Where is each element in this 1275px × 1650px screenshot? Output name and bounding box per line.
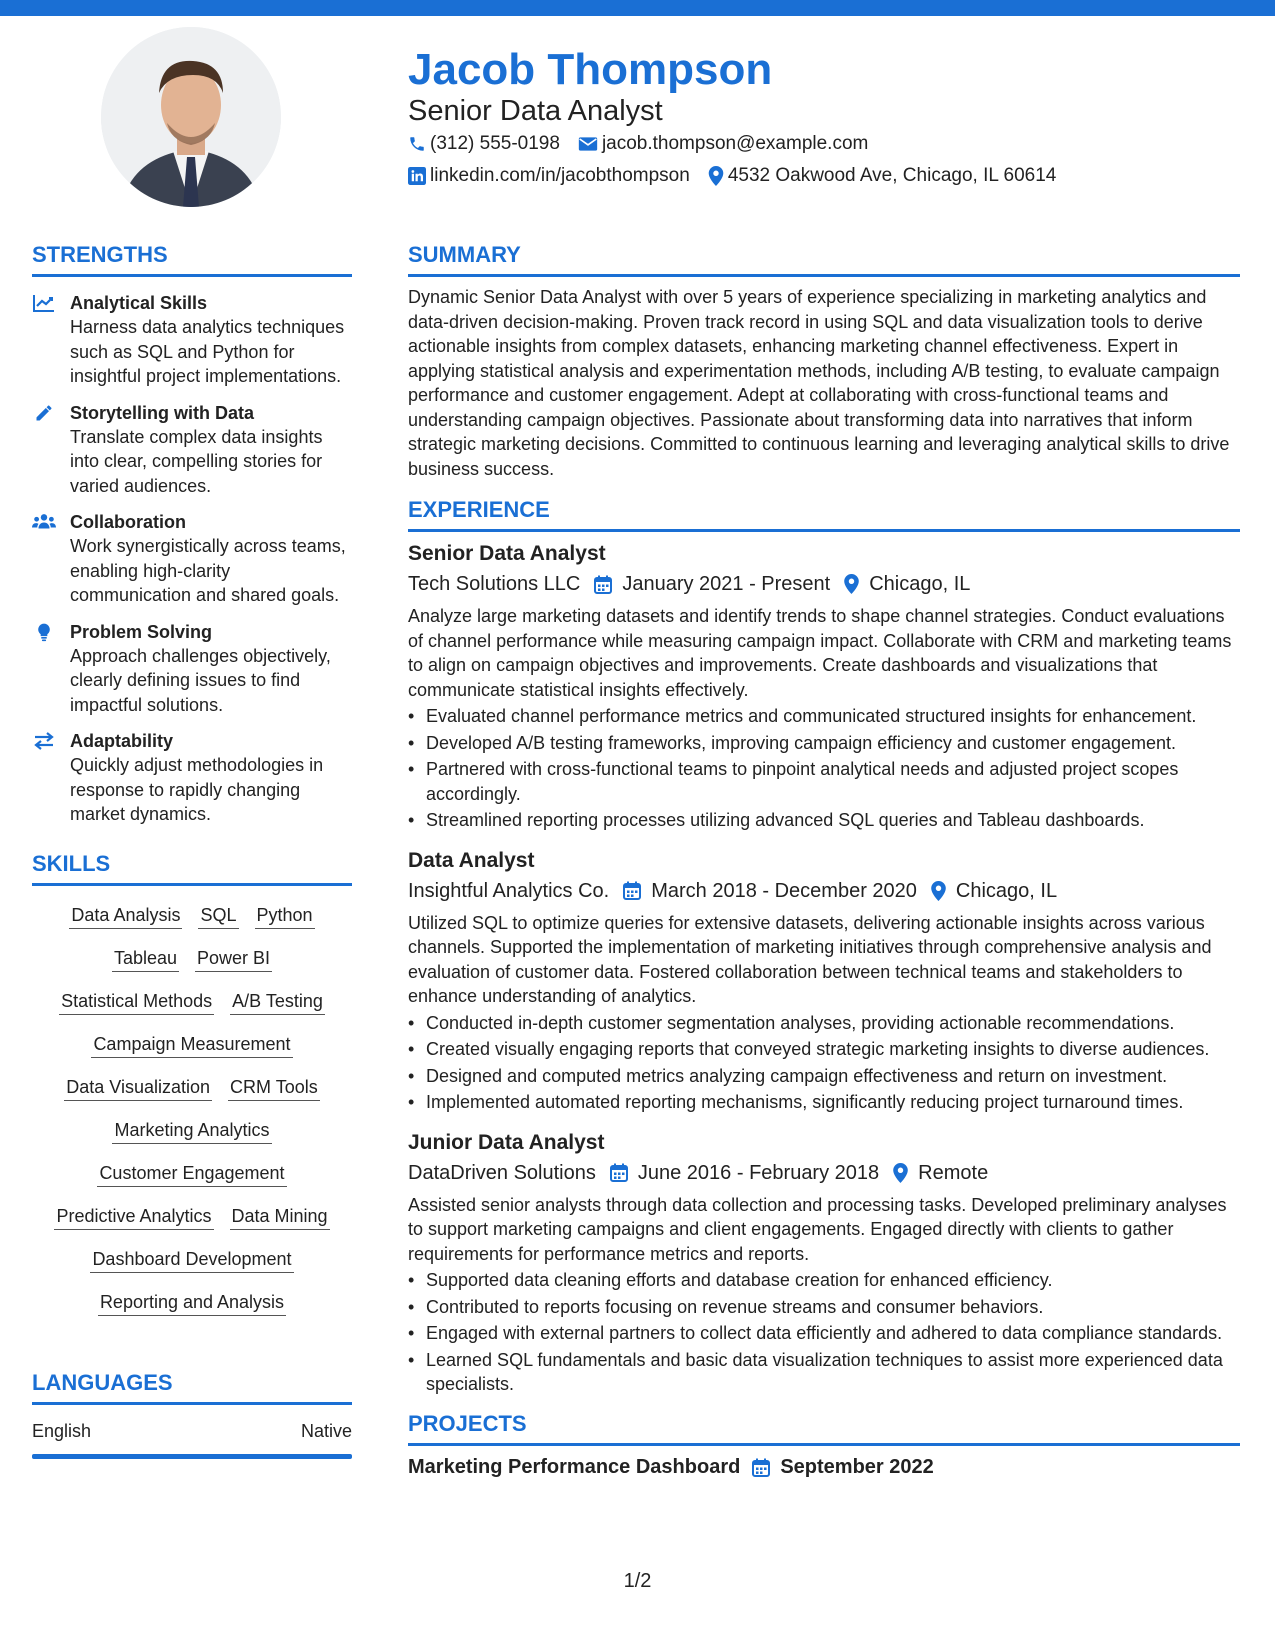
skill-row [32,904,352,929]
job-bullet: • Designed and computed metrics analyzing campaign effectiveness and return on investment. [408,1064,1240,1089]
summary-text: Dynamic Senior Data Analyst with over 5 years of experience specializing in marketing analytics and data-driven decision-making. Proven track record in using SQL and data visualization tools to derive actionable insights from complex datasets, enhancing marketing channel effectiveness. Expert in applying statistical analysis and experimentation methods, including A/B testing, to evaluate campaign performance and customer engagement. Adept at collaborating with cross-functional teams and understanding campaign objectives. Passionate about transforming data into narratives that inform strategic marketing decisions. Committed to continuous learning and leveraging analytical skills to drive business success. [408,287,1230,479]
section-divider [32,883,352,886]
job-location [844,570,970,598]
job-bullet: • Conducted in-depth customer segmentation analyses, providing actionable recommendations. [408,1011,1240,1036]
strength-item [32,729,352,827]
job-bullets [408,1011,1240,1115]
job-dates-text: June 2016 - February 2018 [637,1161,880,1184]
calendar-icon [594,575,612,594]
job-bullet: • Developed A/B testing frameworks, improving campaign efficiency and customer engagement. [408,731,1240,756]
job-entry [408,847,1240,1115]
skill-tag: Power BI [195,947,272,972]
summary-heading: SUMMARY [408,242,521,267]
job-title: Senior Data Analyst [408,542,606,565]
users-icon [32,512,56,532]
skill-tag: Statistical Methods [59,990,214,1015]
skill-row [32,1162,352,1187]
job-location-text: Chicago, IL [955,879,1058,902]
strength-title: Collaboration [70,512,186,532]
page-number: 1/2 [623,1570,652,1592]
job-title: Data Analyst [408,848,535,872]
section-divider [408,529,1240,532]
candidate-title: Senior Data Analyst [408,95,663,127]
job-dates [610,1159,879,1187]
phone-contact [408,133,560,155]
linkedin-text[interactable]: linkedin.com/in/jacobthompson [430,165,690,186]
linkedin-icon [408,167,426,185]
skill-row [32,947,352,972]
job-company: Insightful Analytics Co. [408,879,610,902]
swap-arrows-icon [32,731,56,751]
job-location [931,877,1057,905]
strength-item [32,291,352,389]
section-divider [32,1402,352,1405]
skill-row [32,990,352,1015]
strength-desc: Harness data analytics techniques such as SQL and Python for insightful project implementations. [70,317,345,386]
experience-heading: EXPERIENCE [408,497,550,522]
section-divider [408,274,1240,277]
project-title: Marketing Performance Dashboard [408,1455,741,1478]
skill-row [32,1248,352,1273]
job-bullet: • Streamlined reporting processes utilizing advanced SQL queries and Tableau dashboards. [408,808,1240,833]
job-meta [408,1159,1240,1187]
skill-tag: Tableau [112,947,179,972]
strength-desc: Quickly adjust methodologies in response to rapidly changing market dynamics. [70,755,324,824]
job-entry [408,540,1240,833]
job-title: Junior Data Analyst [408,1130,605,1154]
skill-tag: Predictive Analytics [54,1205,213,1230]
job-dates [623,877,917,905]
job-meta [408,877,1240,905]
experience-list [408,540,1240,1397]
strength-title: Adaptability [70,731,174,751]
contact-row-1 [408,133,886,155]
strength-desc: Approach challenges objectively, clearly defining issues to find impactful solutions. [70,645,331,715]
projects-heading: PROJECTS [408,1410,527,1436]
job-company: Tech Solutions LLC [408,573,581,595]
job-dates-text: January 2021 - Present [622,573,831,595]
strength-title: Storytelling with Data [70,402,255,423]
job-bullet: • Supported data cleaning efforts and database creation for enhanced efficiency. [408,1268,1240,1293]
job-company: DataDriven Solutions [408,1161,596,1184]
strength-title: Analytical Skills [70,293,208,313]
job-entry [408,1129,1240,1397]
pencil-icon [32,403,56,423]
job-location-text: Remote [918,1161,989,1184]
skill-tag: Data Visualization [64,1076,212,1101]
skill-tag: Dashboard Development [90,1248,293,1273]
job-bullets [408,1268,1240,1397]
language-name: English [32,1420,92,1441]
project-date: September 2022 [780,1455,934,1478]
address-contact [708,165,1057,187]
map-pin-icon [931,881,946,901]
left-column [32,240,352,1459]
envelope-icon [578,136,598,152]
job-description: Utilized SQL to optimize queries for extensive datasets, delivering actionable insights across various channels. Supported the implementation of marketing initiatives through comprehensive analysis and evaluation of customer data. Fostered collaboration between technical teams and stakeholders to enhance understanding of analytics. [408,912,1212,1006]
strength-desc: Work synergistically across teams, enabling high-clarity communication and shared goals. [70,536,346,605]
address-text: 4532 Oakwood Ave, Chicago, IL 60614 [727,165,1057,186]
language-row [32,1421,352,1442]
skill-tag: Data Mining [230,1205,330,1230]
job-bullets [408,704,1240,833]
job-bullet: • Contributed to reports focusing on revenue streams and consumer behaviors. [408,1295,1240,1320]
skill-row [32,1205,352,1230]
languages-heading: LANGUAGES [32,1369,173,1395]
contact-row-2 [408,165,1074,187]
calendar-icon [610,1163,628,1182]
job-meta [408,570,1240,598]
job-location-text: Chicago, IL [869,573,971,595]
skill-tag: Data Analysis [69,904,182,929]
language-level: Native [300,1420,352,1441]
lightbulb-icon [32,622,56,642]
skill-row [32,1291,352,1316]
section-divider [32,274,352,277]
line-chart-icon [32,293,56,313]
calendar-icon [752,1458,770,1477]
right-column [408,240,1240,1479]
job-dates [594,570,830,598]
skill-row [32,1033,352,1058]
skill-tag: CRM Tools [228,1076,320,1101]
strength-item [32,510,352,608]
profile-photo [101,27,281,207]
candidate-name: Jacob Thompson [408,45,773,94]
section-divider [408,1443,1240,1446]
job-bullet: • Engaged with external partners to collect data efficiently and adhered to data compliance standards. [408,1321,1240,1346]
skill-tag: Customer Engagement [97,1162,286,1187]
job-dates-text: March 2018 - December 2020 [651,879,917,902]
job-bullet: • Evaluated channel performance metrics and communicated structured insights for enhancement. [408,704,1240,729]
map-pin-icon [893,1163,908,1183]
strengths-heading: STRENGTHS [32,242,168,267]
map-pin-icon [708,166,724,186]
email-text[interactable]: jacob.thompson@example.com [601,133,869,154]
skills-heading: SKILLS [32,850,111,876]
skill-row [32,1076,352,1101]
job-bullet: • Implemented automated reporting mechanisms, significantly reducing project turnaround times. [408,1090,1240,1115]
calendar-icon [623,881,641,900]
job-location [893,1159,988,1187]
job-description: Assisted senior analysts through data collection and processing tasks. Developed preliminary analyses to support marketing campaigns and client engagements. Engaged directly with clients to gather requirements for performance metrics and reports. [408,1194,1227,1264]
skill-tag: Campaign Measurement [91,1033,292,1058]
phone-text: (312) 555-0198 [430,133,560,154]
job-description: Analyze large marketing datasets and identify trends to shape channel strategies. Conduct evaluations of channel performance while measuring campaign impact. Collaborate with CRM and marketing teams to align on campaign objectives and improvements. Create dashboards and visualizations that communicate statistical insights effectively. [408,606,1232,700]
top-accent-bar [0,0,1275,16]
strength-desc: Translate complex data insights into clear, compelling stories for varied audiences. [70,426,323,496]
strength-title: Problem Solving [70,621,213,642]
phone-icon [408,135,426,153]
skill-tag: Reporting and Analysis [98,1291,286,1316]
skills-list [32,904,352,1316]
email-contact[interactable] [578,133,868,155]
skill-tag: Marketing Analytics [112,1119,271,1144]
map-pin-icon [844,574,859,594]
skill-row [32,1119,352,1144]
project-item [408,1456,1240,1479]
strength-item [32,401,352,499]
skill-tag: A/B Testing [230,990,325,1015]
job-bullet: • Partnered with cross-functional teams to pinpoint analytical needs and adjusted project scopes accordingly. [408,757,1240,806]
strength-item [32,620,352,718]
linkedin-contact[interactable] [408,165,690,187]
language-level-bar [32,1454,352,1459]
job-bullet: • Learned SQL fundamentals and basic data visualization techniques to assist more experienced data specialists. [408,1348,1240,1397]
skill-tag: Python [255,904,315,929]
skill-tag: SQL [198,904,238,929]
job-bullet: • Created visually engaging reports that conveyed strategic marketing insights to diverse audiences. [408,1037,1240,1062]
